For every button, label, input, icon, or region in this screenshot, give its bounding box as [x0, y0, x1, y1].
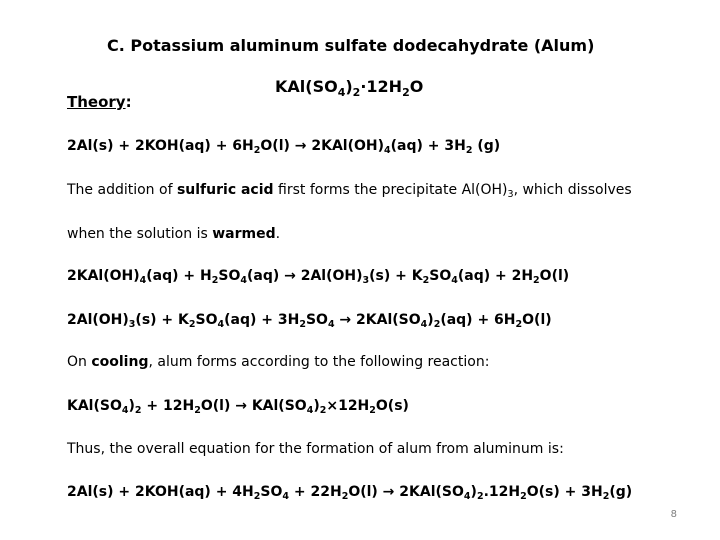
text-part: On [67, 354, 92, 370]
alum-formula [275, 77, 424, 99]
eq-part: O(l) → 2KAl(OH) [260, 138, 385, 154]
paragraph-cooling [67, 353, 489, 371]
formula-part: ·12H [360, 77, 403, 96]
eq-part: 2Al(s) + 2KOH(aq) + 4H [67, 484, 254, 500]
eq-part: → 2KAl(SO [334, 312, 421, 328]
eq-part: O(s) + 3H [526, 484, 603, 500]
eq-part: (aq) + 6H [440, 312, 516, 328]
eq-part: 2Al(OH) [67, 312, 129, 328]
eq-part: SO [260, 484, 283, 500]
eq-part: (s) + K [369, 268, 423, 284]
eq-subscript: 3 [362, 275, 370, 286]
eq-part: KAl(SO [67, 398, 122, 414]
eq-part: ×12H [326, 398, 370, 414]
formula-subscript: 2 [402, 86, 410, 99]
theory-label-colon: : [125, 93, 132, 111]
emphasis-warmed: warmed [212, 226, 276, 242]
formula-part: KAl(SO [275, 77, 338, 96]
eq-subscript: 4 [420, 319, 428, 330]
eq-subscript: 2 [433, 319, 441, 330]
equation-overall [67, 483, 632, 501]
eq-subscript: 2 [476, 491, 484, 502]
eq-part: SO [429, 268, 452, 284]
eq-subscript: 4 [306, 405, 314, 416]
eq-subscript: 2 [194, 405, 201, 416]
eq-part: 2Al(s) + 2KOH(aq) + 6H [67, 138, 254, 154]
theory-label [67, 93, 132, 111]
eq-part: + 12H [141, 398, 195, 414]
equation-sulfuric-acid [67, 267, 569, 285]
eq-part: SO [218, 268, 241, 284]
formula-subscript: 2 [352, 86, 361, 99]
text-part: when the solution is [67, 226, 213, 242]
formula-subscript: 4 [337, 86, 346, 99]
paragraph-sulfuric-acid [67, 181, 632, 199]
eq-subscript: 4 [451, 275, 458, 286]
eq-subscript: 4 [217, 319, 225, 330]
eq-part: O(l) [522, 312, 552, 328]
eq-subscript: 4 [463, 491, 471, 502]
eq-subscript: 4 [327, 319, 335, 330]
text-part: first forms the precipitate Al(OH) [273, 182, 508, 198]
eq-part: (aq) + 2H [457, 268, 534, 284]
eq-part: (aq) + 3H [224, 312, 300, 328]
eq-part: (s) + K [135, 312, 189, 328]
eq-subscript: 2 [422, 275, 430, 286]
eq-subscript: 4 [282, 491, 289, 502]
page-number: 8 [670, 509, 677, 520]
eq-part: (aq) + H [146, 268, 212, 284]
eq-subscript: 4 [121, 405, 129, 416]
eq-subscript: 2 [341, 491, 349, 502]
eq-part: (g) [472, 138, 501, 154]
slide-title: C. Potassium aluminum sulfate dodecahydrate (Alum) [107, 36, 595, 55]
eq-part: O(s) [375, 398, 409, 414]
eq-subscript: 4 [139, 275, 147, 286]
eq-part: ) [313, 398, 320, 414]
formula-part: ) [345, 77, 353, 96]
eq-part: + 22H [289, 484, 342, 500]
eq-subscript: 2 [369, 405, 376, 416]
eq-part: 2KAl(OH) [67, 268, 140, 284]
equation-aluminum-koh [67, 137, 500, 155]
eq-subscript: 2 [188, 319, 196, 330]
emphasis-sulfuric-acid: sulfuric acid [176, 182, 274, 198]
eq-subscript: 2 [299, 319, 306, 330]
eq-part: SO [305, 312, 328, 328]
eq-subscript: 3 [128, 319, 136, 330]
eq-subscript: 2 [211, 275, 219, 286]
eq-part: O(l) → KAl(SO [200, 398, 307, 414]
eq-subscript: 2 [515, 319, 523, 330]
text-part: , which dissolves [513, 182, 632, 198]
eq-part: .12H [483, 484, 521, 500]
eq-part: (aq) → 2Al(OH) [246, 268, 363, 284]
eq-subscript: 2 [602, 491, 610, 502]
eq-subscript: 2 [134, 405, 142, 416]
eq-subscript: 2 [253, 145, 261, 156]
eq-part: SO [195, 312, 218, 328]
paragraph-warmed [67, 225, 280, 243]
text-part: , alum forms according to the following reaction: [148, 354, 490, 370]
eq-part: (g) [609, 484, 633, 500]
eq-part: (aq) + 3H [390, 138, 466, 154]
text-part: The addition of [67, 182, 177, 198]
emphasis-cooling: cooling [91, 354, 149, 370]
eq-part: ) [470, 484, 477, 500]
text-subscript: 3 [507, 189, 514, 200]
equation-alum-crystallization [67, 397, 409, 415]
eq-part: O(l) [539, 268, 570, 284]
eq-subscript: 4 [384, 145, 391, 156]
eq-subscript: 4 [240, 275, 247, 286]
paragraph-overall: Thus, the overall equation for the formation of alum from aluminum is: [67, 441, 564, 457]
theory-label-text: Theory [67, 93, 126, 111]
eq-part: ) [128, 398, 135, 414]
eq-part: ) [427, 312, 434, 328]
text-part: . [275, 226, 281, 242]
eq-subscript: 2 [465, 145, 473, 156]
eq-subscript: 2 [253, 491, 261, 502]
formula-part: O [409, 77, 424, 96]
eq-subscript: 2 [319, 405, 327, 416]
eq-subscript: 2 [520, 491, 527, 502]
eq-part: O(l) → 2KAl(SO [348, 484, 464, 500]
eq-subscript: 2 [533, 275, 540, 286]
equation-dissolution [67, 311, 552, 329]
